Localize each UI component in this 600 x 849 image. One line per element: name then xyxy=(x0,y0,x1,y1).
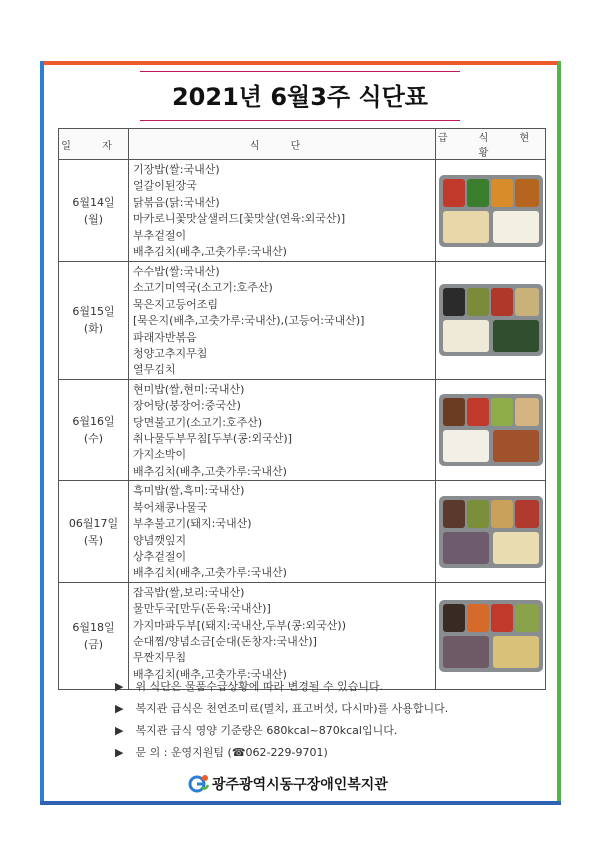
tray-compartment xyxy=(467,604,489,632)
tray-compartment xyxy=(467,500,489,528)
meal-photo-cell xyxy=(436,582,546,689)
tray-compartment xyxy=(443,532,489,564)
tray-compartment xyxy=(515,398,539,426)
note-line xyxy=(115,742,555,764)
day-date-cell xyxy=(59,379,129,480)
meal-tray-photo xyxy=(439,175,543,247)
day-date-cell xyxy=(59,160,129,262)
menu-item: 부추겉절이 xyxy=(133,228,187,242)
day-menu-cell xyxy=(129,379,436,480)
day-date: 6월14일 xyxy=(72,195,115,209)
tray-compartment xyxy=(493,430,539,462)
menu-item: 묵은지고등어조림 xyxy=(133,297,219,311)
menu-item: 파래자반볶음 xyxy=(133,330,197,344)
menu-item: 부추불고기(돼지:국내산) xyxy=(133,517,252,531)
tray-compartment xyxy=(515,500,539,528)
title-block xyxy=(140,71,460,121)
tray-compartment xyxy=(443,500,465,528)
meal-tray-photo xyxy=(439,284,543,356)
day-date: 6월15일 xyxy=(72,305,115,319)
menu-item: 순대찜/양념소금[순대(돈창자:국내산)] xyxy=(133,634,317,648)
title-rule-bottom xyxy=(140,120,460,121)
menu-item: 배추김치(배추,고춧가루:국내산) xyxy=(133,464,287,478)
menu-item: 청양고추지무침 xyxy=(133,347,208,361)
title-rule-top xyxy=(140,71,460,72)
notes-list xyxy=(115,676,555,764)
menu-item: 장어탕(붕장어:중국산) xyxy=(133,399,241,413)
menu-item: 흑미밥(쌀,흑미:국내산) xyxy=(133,484,245,498)
menu-item: 북어채콩나물국 xyxy=(133,500,208,514)
tray-compartment xyxy=(491,398,513,426)
frame-top-border xyxy=(40,61,561,65)
day-weekday: (목) xyxy=(83,533,104,547)
page-title: 2021년 6월3주 식단표 xyxy=(171,83,428,111)
day-date: 6월18일 xyxy=(72,620,115,634)
table-row xyxy=(59,582,546,689)
header-photo: 급 식 현 황 xyxy=(436,129,546,160)
menu-item: 기장밥(쌀:국내산) xyxy=(133,163,220,176)
day-date: 6월16일 xyxy=(72,415,115,429)
menu-item: 양념깻잎지 xyxy=(133,533,187,547)
header-date: 일 자 xyxy=(59,129,129,160)
day-weekday: (화) xyxy=(83,322,104,336)
day-weekday: (월) xyxy=(83,212,104,226)
table-row xyxy=(59,379,546,480)
meal-tray-photo xyxy=(439,394,543,466)
menu-item: 배추김치(배추,고춧가루:국내산) xyxy=(133,667,287,681)
note-line xyxy=(115,676,555,698)
frame-bottom-border xyxy=(40,801,561,805)
arrow-bullet-icon: ▶ xyxy=(115,680,124,693)
tray-compartment xyxy=(443,179,465,207)
menu-item: 취나물두부무침[두부(콩:외국산)] xyxy=(133,432,293,446)
menu-item: 소고기미역국(소고기:호주산) xyxy=(133,281,273,295)
table-row xyxy=(59,481,546,582)
tray-compartment xyxy=(443,604,465,632)
menu-item: 마카로니꽃맛살샐러드[꽃맛살(연육:외국산)] xyxy=(133,212,346,226)
organization-logo-icon xyxy=(188,772,210,794)
meal-photo-cell xyxy=(436,379,546,480)
menu-item: 수수밥(쌀:국내산) xyxy=(133,265,220,278)
tray-compartment xyxy=(491,604,513,632)
tray-compartment xyxy=(493,211,539,243)
tray-compartment xyxy=(493,636,539,668)
tray-compartment xyxy=(491,179,513,207)
menu-item: 무짠지무침 xyxy=(133,651,187,665)
tray-compartment xyxy=(467,398,489,426)
tray-compartment xyxy=(443,430,489,462)
menu-item: 물만두국[만두(돈육:국내산)] xyxy=(133,602,271,616)
day-menu-cell xyxy=(129,582,436,689)
tray-compartment xyxy=(491,500,513,528)
note-line xyxy=(115,698,555,720)
frame-right-border xyxy=(557,61,561,805)
tray-compartment xyxy=(467,179,489,207)
arrow-bullet-icon: ▶ xyxy=(115,746,124,759)
menu-item: 닭볶음(닭:국내산) xyxy=(133,195,220,209)
menu-item: 가지소박이 xyxy=(133,448,187,462)
tray-compartment xyxy=(491,288,513,316)
note-text: 복지관 급식 영양 기준량은 680kcal~870kcal입니다. xyxy=(135,724,398,737)
meal-photo-cell xyxy=(436,262,546,380)
tray-compartment xyxy=(493,532,539,564)
tray-compartment xyxy=(515,604,539,632)
footer xyxy=(188,770,428,796)
menu-item: 당면불고기(소고기:호주산) xyxy=(133,415,263,429)
tray-compartment xyxy=(515,288,539,316)
day-date-cell xyxy=(59,481,129,582)
note-text: 위 식단은 물품수급상황에 따라 변경될 수 있습니다. xyxy=(135,680,384,693)
day-weekday: (금) xyxy=(83,637,104,651)
table-header-row xyxy=(59,129,546,160)
tray-compartment xyxy=(443,636,489,668)
day-date-cell xyxy=(59,262,129,380)
note-text: 문 의 : 운영지원팀 (☎062-229-9701) xyxy=(135,746,328,759)
day-date-cell xyxy=(59,582,129,689)
meal-photo-cell xyxy=(436,481,546,582)
meal-tray-photo xyxy=(439,600,543,672)
tray-compartment xyxy=(443,211,489,243)
menu-item: 얼갈이된장국 xyxy=(133,179,197,193)
day-date: 06월17일 xyxy=(68,516,119,530)
organization-name: 광주광역시동구장애인복지관 xyxy=(212,777,388,793)
menu-item: 현미밥(쌀,현미:국내산) xyxy=(133,382,245,396)
note-text: 복지관 급식은 천연조미료(멸치, 표고버섯, 다시마)를 사용합니다. xyxy=(135,702,449,715)
header-menu: 식 단 xyxy=(129,129,436,160)
menu-item: 열무김치 xyxy=(133,363,176,377)
menu-item: 상추겉절이 xyxy=(133,549,187,563)
tray-compartment xyxy=(515,179,539,207)
tray-compartment xyxy=(493,320,539,352)
meal-photo-cell xyxy=(436,160,546,262)
day-menu-cell xyxy=(129,262,436,380)
tray-compartment xyxy=(443,398,465,426)
day-menu-cell xyxy=(129,160,436,262)
table-row xyxy=(59,262,546,380)
tray-compartment xyxy=(443,288,465,316)
menu-table xyxy=(58,128,546,690)
arrow-bullet-icon: ▶ xyxy=(115,702,124,715)
note-line xyxy=(115,720,555,742)
meal-tray-photo xyxy=(439,496,543,568)
day-weekday: (수) xyxy=(83,432,104,446)
menu-item: 배추김치(배추,고춧가루:국내산) xyxy=(133,245,287,259)
menu-item: 가지마파두부[(돼지:국내산,두부(콩:외국산)) xyxy=(133,618,347,632)
tray-compartment xyxy=(443,320,489,352)
frame-left-border xyxy=(40,61,44,805)
menu-item: 배추김치(배추,고춧가루:국내산) xyxy=(133,566,287,580)
menu-item: [묵은지(배추,고춧가루:국내산),(고등어:국내산)] xyxy=(133,314,365,328)
arrow-bullet-icon: ▶ xyxy=(115,724,124,737)
day-menu-cell xyxy=(129,481,436,582)
table-row xyxy=(59,160,546,262)
menu-item: 잡곡밥(쌀,보리:국내산) xyxy=(133,585,245,599)
tray-compartment xyxy=(467,288,489,316)
